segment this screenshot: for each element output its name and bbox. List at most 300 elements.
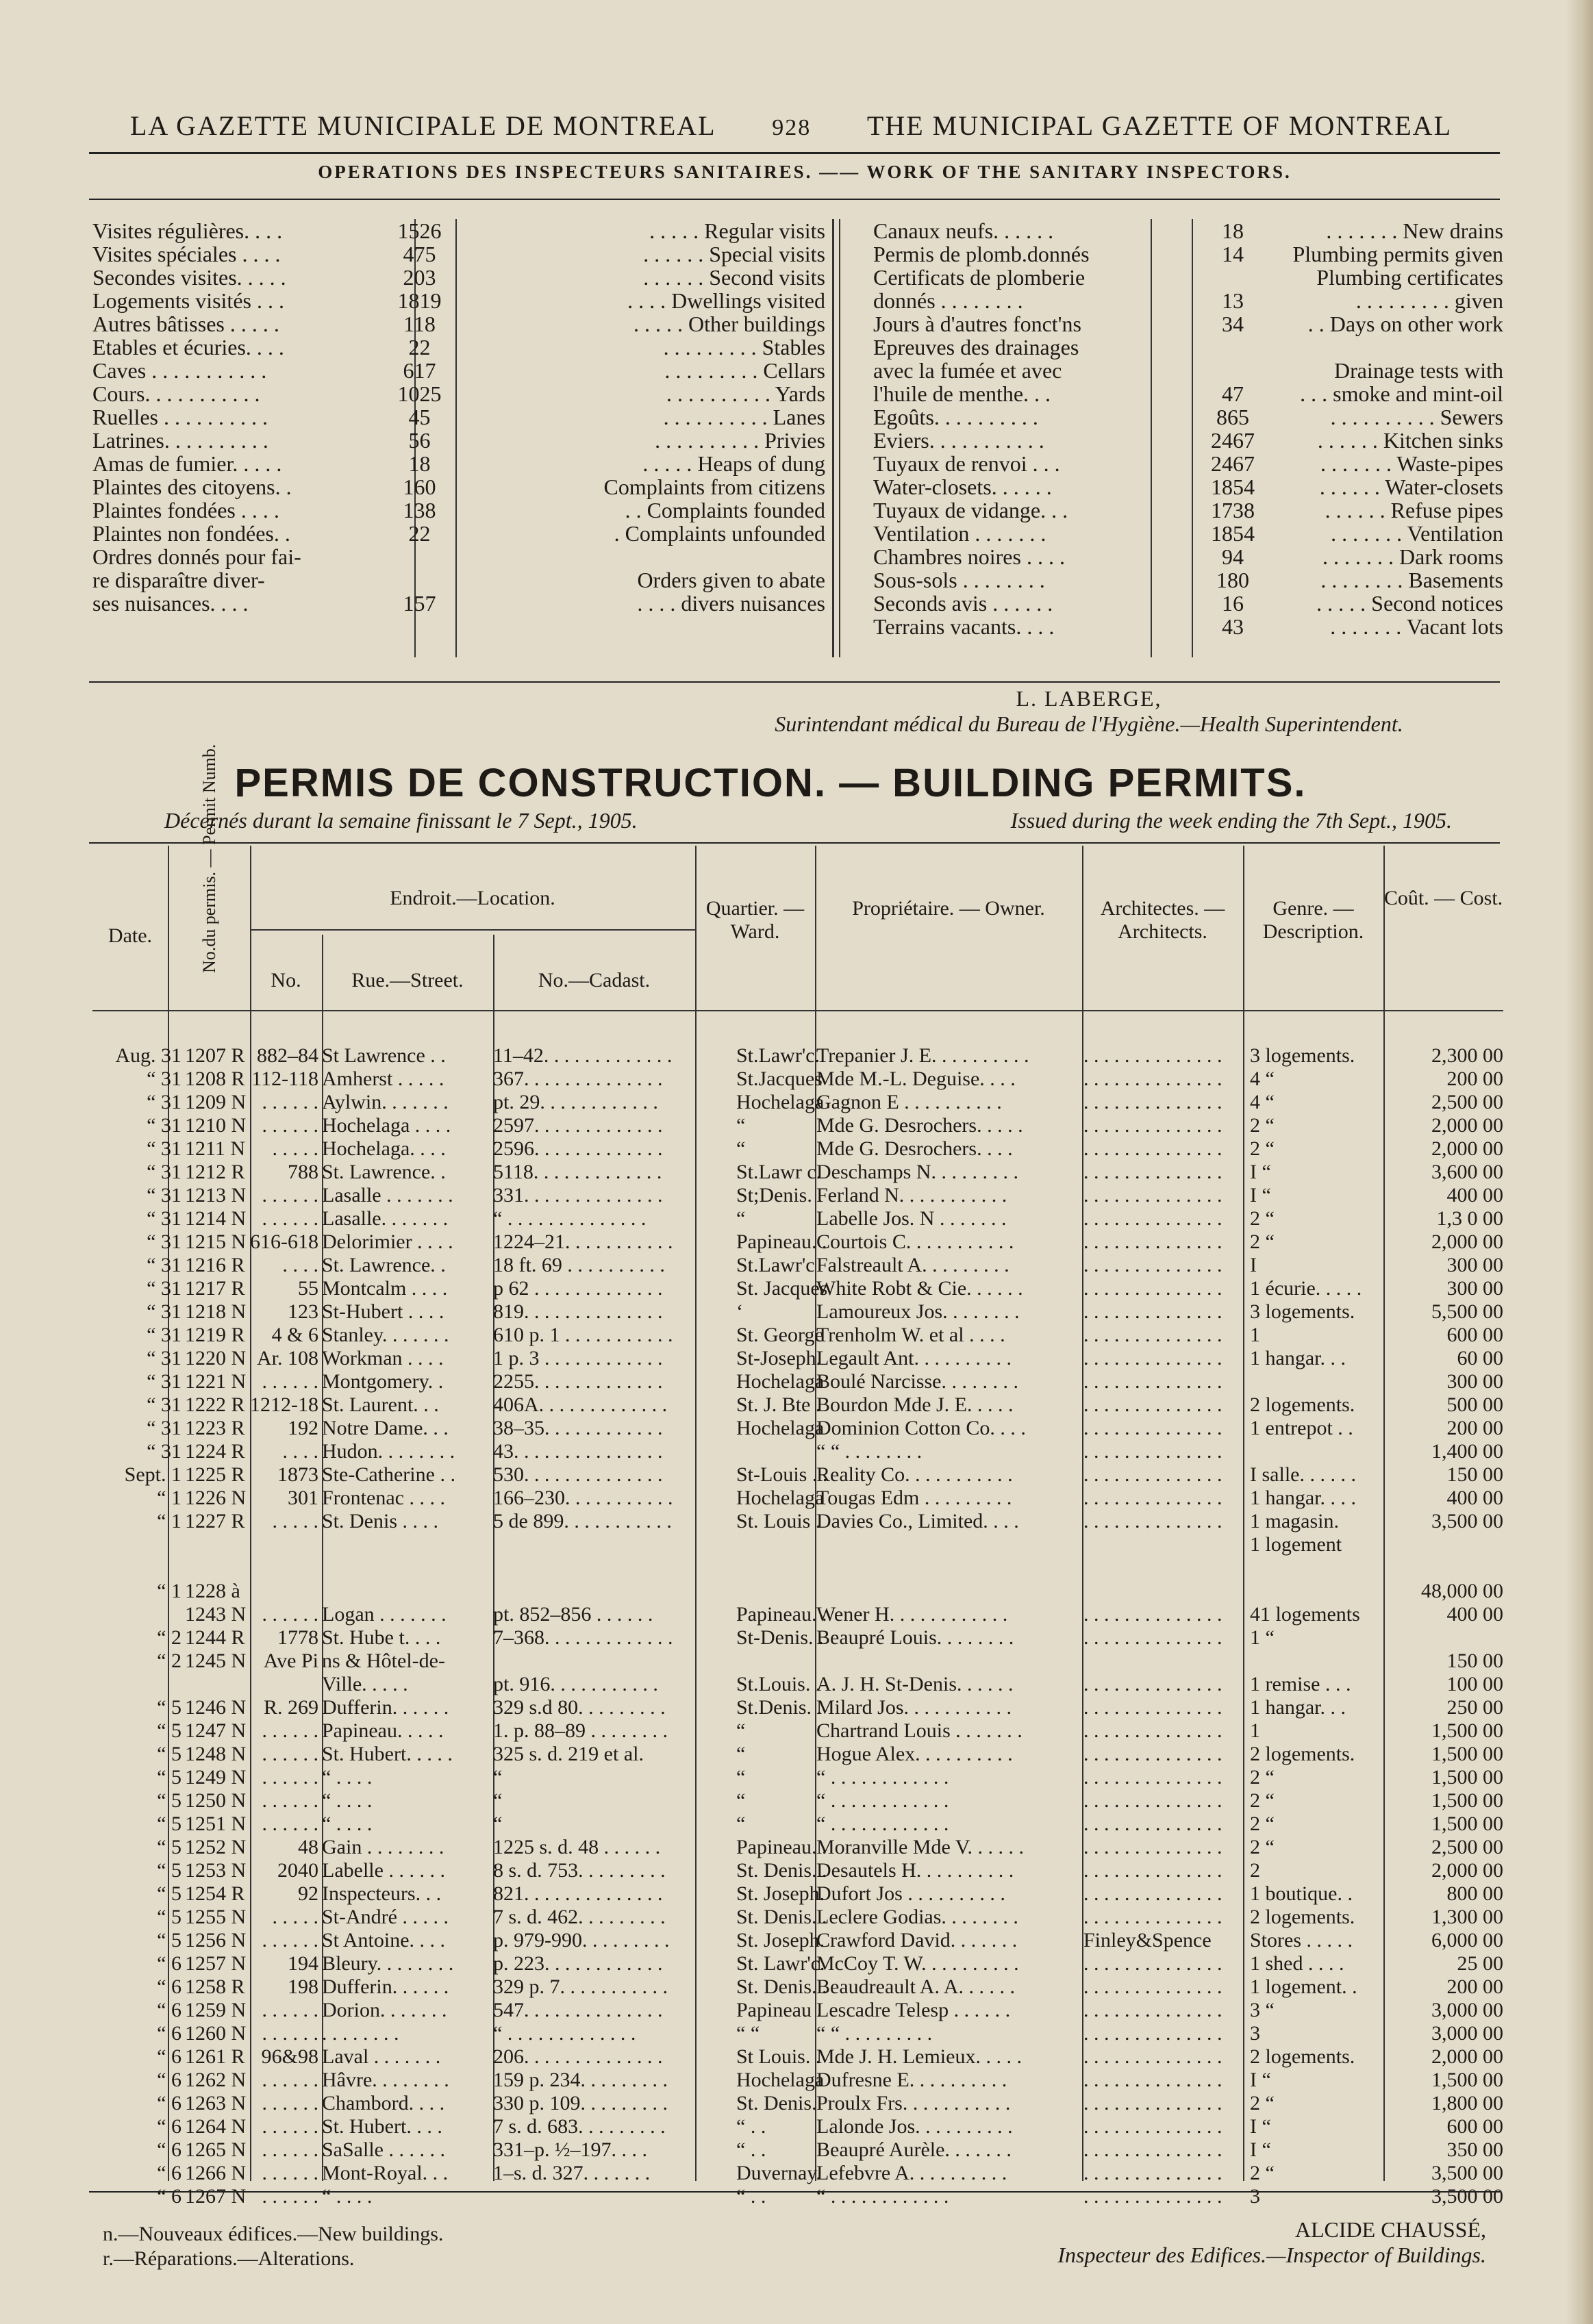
ops-label-fr: Latrines. . . . . . . . . . [92, 428, 268, 453]
row-ward: St. J. Bte . [736, 1393, 821, 1416]
table-row [92, 1370, 1503, 1393]
row-number: . . . . . . [262, 1184, 318, 1207]
row-ward: “ . . [736, 2138, 766, 2161]
row-ward: St. Denis. . [736, 1975, 827, 1998]
row-owner: Trepanier J. E. . . . . . . . . . [816, 1044, 1029, 1067]
row-cost: 1,500 00 [1431, 1789, 1503, 1812]
row-permit: 1262 N [185, 2069, 247, 2091]
row-number: . . . . . . [262, 1114, 318, 1137]
row-description: 3 logements. [1250, 1300, 1355, 1323]
row-permit: 1211 N [185, 1137, 246, 1160]
row-description: 1 remise . . . [1250, 1673, 1351, 1695]
ops-label-fr: Plaintes des citoyens. . [92, 475, 292, 499]
row-cost: 3,500 00 [1431, 2162, 1503, 2184]
row-cost: 2,000 00 [1431, 1230, 1503, 1253]
row-date: “ 31 [147, 1068, 181, 1090]
row-street: St Lawrence . . [322, 1044, 446, 1067]
row-architect: . . . . . . . . . . . . . . [1083, 1673, 1222, 1695]
ops-label-en: . . . . Dwellings visited [627, 288, 825, 313]
row-date: “ 5 [157, 1743, 181, 1765]
ops-label-fr: Caves . . . . . . . . . . . [92, 358, 267, 383]
row-owner: Dominion Cotton Co. . . . [816, 1417, 1026, 1439]
row-cost: 1,400 00 [1431, 1440, 1503, 1463]
ops-label-fr: Plaintes non fondées. . [92, 521, 290, 546]
row-street: Frontenac . . . . [322, 1487, 445, 1509]
table-row [92, 1906, 1503, 1929]
row-cadast: 1–s. d. 327. . . . . . . [493, 2162, 651, 2184]
ops-count: 56 [408, 428, 431, 453]
row-street: St-André . . . . . [322, 1906, 449, 1928]
row-permit: 1209 N [185, 1091, 247, 1113]
row-description: 2 [1250, 1859, 1260, 1882]
row-street: Inspecteurs. . . [322, 1882, 442, 1905]
row-description: 1 logement [1250, 1533, 1342, 1556]
ops-label-en: . . . . . . . . . given [1355, 288, 1503, 313]
row-architect: . . . . . . . . . . . . . . [1083, 2185, 1222, 2208]
table-row [92, 1975, 1503, 1999]
page-header [130, 110, 1452, 142]
row-number: . . . . [282, 1440, 318, 1463]
ops-count: 94 [1222, 544, 1244, 569]
row-street: “ . . . . [322, 2185, 373, 2208]
row-number: . . . . . . [262, 1207, 318, 1230]
row-ward: St. Denis. . [736, 1859, 827, 1882]
ops-label-fr: Epreuves des drainages [873, 335, 1079, 359]
table-row [92, 1766, 1503, 1789]
row-cost: 500 00 [1446, 1393, 1503, 1416]
table-row [92, 2138, 1503, 2162]
row-cost: 1,500 00 [1431, 1813, 1503, 1835]
row-owner: Lalonde Jos. . . . . . . . . . [816, 2115, 1013, 2138]
row-cost: 2,000 00 [1431, 1114, 1503, 1137]
row-description: 2 logements. [1250, 1743, 1355, 1765]
row-permit: 1244 R [185, 1626, 245, 1649]
row-cost: 1,300 00 [1431, 1906, 1503, 1928]
table-row [92, 1393, 1503, 1417]
signature-name: ALCIDE CHAUSSÉ, [1294, 2217, 1486, 2242]
row-cost: 600 00 [1446, 1324, 1503, 1346]
table-row [92, 1813, 1503, 1836]
row-ward: “ [736, 1207, 746, 1230]
row-architect: . . . . . . . . . . . . . . [1083, 1510, 1222, 1532]
row-street: Hochelaga. . . . [322, 1137, 446, 1160]
row-owner: Crawford David. . . . . . . [816, 1929, 1018, 1952]
row-permit: 1222 R [185, 1393, 245, 1416]
row-architect: . . . . . . . . . . . . . . [1083, 1859, 1222, 1882]
row-description: 2 “ [1250, 1207, 1275, 1230]
table-top-rule [89, 842, 1500, 844]
row-cadast: 5 de 899. . . . . . . . . . . [493, 1510, 672, 1532]
row-permit: 1259 N [185, 1999, 247, 2021]
row-cost: 150 00 [1446, 1650, 1503, 1672]
ops-label-fr: Cours. . . . . . . . . . . [92, 381, 260, 406]
row-ward: “ [736, 1137, 746, 1160]
row-permit: 1265 N [185, 2138, 247, 2161]
row-cadast: 331. . . . . . . . . . . . . . [493, 1184, 663, 1207]
ops-label-en: Complaints from citizens [603, 475, 825, 499]
row-street: Dorion. . . . . . . [322, 1999, 447, 2021]
row-permit: 1218 N [185, 1300, 247, 1323]
row-description: 2 “ [1250, 2092, 1275, 2114]
row-cadast: 530. . . . . . . . . . . . . . [493, 1463, 663, 1486]
row-date: “ 31 [147, 1254, 181, 1276]
row-architect: . . . . . . . . . . . . . . [1083, 1324, 1222, 1346]
ops-count: 47 [1222, 381, 1244, 406]
row-street: Labelle . . . . . . [322, 1859, 445, 1882]
table-row [92, 1347, 1503, 1370]
row-ward: “ [736, 1766, 746, 1789]
row-cost: 800 00 [1446, 1882, 1503, 1905]
row-architect: . . . . . . . . . . . . . . [1083, 1952, 1222, 1975]
ops-label-en: . . . . divers nuisances [637, 591, 825, 616]
row-permit: 1207 R [185, 1044, 245, 1067]
row-street: Lasalle. . . . . . . [322, 1207, 449, 1230]
row-architect: . . . . . . . . . . . . . . [1083, 1440, 1222, 1463]
row-date: “ 6 [157, 1975, 181, 1998]
row-cost: 60 00 [1457, 1347, 1503, 1369]
row-number: . . . . . . [262, 2185, 318, 2208]
row-owner: Lefebvre A. . . . . . . . . . [816, 2162, 1007, 2184]
buildings-signature [979, 2217, 1486, 2268]
ops-label-en: . . . smoke and mint-oil [1300, 381, 1503, 406]
row-architect: . . . . . . . . . . . . . . [1083, 1114, 1222, 1137]
row-street: Amherst . . . . . [322, 1068, 444, 1090]
row-date: “ 31 [147, 1161, 181, 1183]
row-architect: . . . . . . . . . . . . . . [1083, 1300, 1222, 1323]
row-date: “ 31 [147, 1184, 181, 1207]
row-architect: . . . . . . . . . . . . . . [1083, 1091, 1222, 1113]
row-ward: Papineau. . [736, 1603, 827, 1626]
health-signature [685, 686, 1493, 737]
ops-label-en: Orders given to abate [637, 568, 825, 592]
row-cost: 100 00 [1446, 1673, 1503, 1695]
row-number: 192 [288, 1417, 318, 1439]
row-description: I “ [1250, 2138, 1271, 2161]
row-date: “ 5 [157, 1719, 181, 1742]
row-permit: 1217 R [185, 1277, 245, 1300]
row-permit: 1248 N [185, 1743, 247, 1765]
table-bottom-rule [89, 2191, 1500, 2193]
row-description: I [1250, 1254, 1257, 1276]
ops-label-fr: Logements visités . . . [92, 288, 284, 313]
row-owner: Deschamps N. . . . . . . . . [816, 1161, 1018, 1183]
row-cadast: “ [493, 1813, 503, 1835]
page-number: 928 [772, 115, 812, 140]
row-description: 1 hangar. . . . [1250, 1487, 1356, 1509]
row-date: “ 2 [157, 1626, 181, 1649]
row-number: . . . . . [272, 1906, 318, 1928]
table-row [92, 1999, 1503, 2022]
row-ward: Papineau . [736, 1999, 822, 2021]
col-cadast: No.—Cadast. [538, 969, 651, 992]
row-street: “ . . . . [322, 1766, 373, 1789]
row-description: 4 “ [1250, 1091, 1275, 1113]
row-cost: 250 00 [1446, 1696, 1503, 1719]
row-cost: 400 00 [1446, 1603, 1503, 1626]
row-cost: 1,500 00 [1431, 1743, 1503, 1765]
row-number: . . . . . . [262, 2069, 318, 2091]
row-owner: Dufresne E. . . . . . . . . . [816, 2069, 1007, 2091]
row-architect: . . . . . . . . . . . . . . [1083, 1766, 1222, 1789]
ops-label-fr: Sous-sols . . . . . . . . [873, 568, 1045, 592]
row-architect: . . . . . . . . . . . . . . [1083, 1347, 1222, 1369]
row-street: Montcalm . . . . [322, 1277, 448, 1300]
row-cadast: 1. p. 88–89 . . . . . . . . [493, 1719, 668, 1742]
row-description: 2 logements. [1250, 1393, 1355, 1416]
row-date: “ 31 [147, 1417, 181, 1439]
row-owner: Proulx Frs. . . . . . . . . . . [816, 2092, 1011, 2114]
row-permit: 1220 N [185, 1347, 247, 1369]
col-street: Rue.—Street. [351, 969, 464, 992]
row-ward: Hochelaga [736, 1370, 825, 1393]
row-description: 2 “ [1250, 1137, 1275, 1160]
table-row [92, 1161, 1503, 1184]
row-date: “ 31 [147, 1393, 181, 1416]
row-cost: 150 00 [1446, 1463, 1503, 1486]
ops-label-fr: Terrains vacants. . . . [873, 614, 1055, 639]
row-ward: St Louis. . [736, 2045, 821, 2068]
row-owner: Boulé Narcisse. . . . . . . . [816, 1370, 1018, 1393]
ops-count: 160 [403, 475, 436, 499]
row-cadast: 819. . . . . . . . . . . . . . [493, 1300, 663, 1323]
ops-label-fr: Ventilation . . . . . . . [873, 521, 1046, 546]
row-architect: . . . . . . . . . . . . . . [1083, 2092, 1222, 2114]
row-permit: 1225 R [185, 1463, 245, 1486]
ops-label-en: . . . . . . . . Basements [1320, 568, 1503, 592]
row-date: “ 2 [157, 1650, 181, 1672]
row-permit: 1252 N [185, 1836, 247, 1858]
row-date: “ 6 [157, 1999, 181, 2021]
row-owner: “ . . . . . . . . . . . . [816, 1766, 949, 1789]
ops-label-fr: Tuyaux de vidange. . . [873, 498, 1068, 522]
row-architect: . . . . . . . . . . . . . . [1083, 1603, 1222, 1626]
ops-label-fr: Amas de fumier. . . . . [92, 451, 282, 476]
row-owner: Davies Co., Limited. . . . [816, 1510, 1019, 1532]
row-cost: 600 00 [1446, 2115, 1503, 2138]
signature-role: Inspecteur des Edifices.—Inspector of Buildings. [1057, 2243, 1486, 2267]
ops-label-en: . . . . . Heaps of dung [642, 451, 825, 476]
row-permit: 1227 R [185, 1510, 245, 1532]
row-cadast: 329 p. 7. . . . . . . . . . . [493, 1975, 668, 1998]
row-description: 2 logements. [1250, 2045, 1355, 2068]
row-cost: 1,3 0 00 [1436, 1207, 1503, 1230]
row-number: . . . . . . [262, 1999, 318, 2021]
row-permit: 1266 N [185, 2162, 247, 2184]
ops-count: 13 [1222, 288, 1244, 313]
row-number: . . . . . . [262, 1789, 318, 1812]
row-ward: “ [736, 1789, 746, 1812]
ops-count: 475 [403, 242, 436, 266]
row-architect: . . . . . . . . . . . . . . [1083, 1487, 1222, 1509]
row-date: “ 31 [147, 1230, 181, 1253]
row-ward: Hochelaga [736, 1417, 825, 1439]
row-date: Aug. 31 [115, 1044, 181, 1067]
legend-alterations: r.—Réparations.—Alterations. [103, 2247, 355, 2270]
ops-count: 1819 [397, 288, 442, 313]
row-permit: 1263 N [185, 2092, 247, 2114]
col-description: Genre. — Description. [1262, 897, 1364, 943]
row-owner: Labelle Jos. N . . . . . . . [816, 1207, 1007, 1230]
sanitary-operations [92, 219, 1503, 657]
col-cost: Coût. — Cost. [1383, 887, 1503, 909]
row-number: 92 [298, 1882, 318, 1905]
row-cadast: 43. . . . . . . . . . . . . . . [493, 1440, 663, 1463]
table-row [92, 1650, 1503, 1673]
row-date: “ 5 [157, 1929, 181, 1952]
row-description: I “ [1250, 2069, 1271, 2091]
row-number: . . . . . . [262, 1929, 318, 1952]
row-owner: Legault Ant. . . . . . . . . . [816, 1347, 1012, 1369]
row-number: . . . . . . [262, 2022, 318, 2045]
row-cadast: 159 p. 234. . . . . . . . . [493, 2069, 668, 2091]
row-number: . . . . . . [262, 1743, 318, 1765]
ops-count: 18 [408, 451, 431, 476]
row-street: St. Laurent. . . [322, 1393, 439, 1416]
row-description: 41 logements [1250, 1603, 1360, 1626]
row-owner: Leclere Godias. . . . . . . . [816, 1906, 1018, 1928]
row-number: 96&98 [261, 2045, 318, 2068]
row-architect: . . . . . . . . . . . . . . [1083, 1277, 1222, 1300]
row-street: Gain . . . . . . . . [322, 1836, 444, 1858]
ops-count: 180 [1216, 568, 1249, 592]
row-description: 2 “ [1250, 1789, 1275, 1812]
row-cadast: 1225 s. d. 48 . . . . . . [493, 1836, 661, 1858]
row-date: “ 31 [147, 1277, 181, 1300]
row-cadast: 8 s. d. 753. . . . . . . . . [493, 1859, 666, 1882]
ops-label-fr: Chambres noires . . . . [873, 544, 1065, 569]
ops-label-en: . . . . . . . . . . Privies [655, 428, 825, 453]
table-row [92, 2022, 1503, 2045]
row-street: SaSalle . . . . . . [322, 2138, 445, 2161]
row-permit: 1216 R [185, 1254, 245, 1276]
row-permit: 1258 R [185, 1975, 245, 1998]
table-row [92, 1696, 1503, 1719]
row-ward: St.Lawr c. [736, 1161, 822, 1183]
row-architect: . . . . . . . . . . . . . . [1083, 2022, 1222, 2045]
ops-label-en: . . . . . . Water-closets [1319, 475, 1503, 499]
row-date: “ 31 [147, 1370, 181, 1393]
row-number: . . . . . . [262, 2115, 318, 2138]
ops-label-en: . Complaints unfounded [614, 521, 825, 546]
row-number: . . . . . . [262, 1813, 318, 1835]
row-permit: 1226 N [185, 1487, 247, 1509]
row-permit: 1208 R [185, 1068, 245, 1090]
row-date: “ 6 [157, 2045, 181, 2068]
row-number: 788 [288, 1161, 318, 1183]
row-date: “ 31 [147, 1207, 181, 1230]
row-permit: 1224 R [185, 1440, 245, 1463]
table-row [92, 1719, 1503, 1743]
row-owner: Reality Co. . . . . . . . . . . [816, 1463, 1013, 1486]
row-date: “ 1 [157, 1580, 181, 1602]
row-ward: St. Joseph. [736, 1929, 825, 1952]
row-ward: Duvernay. [736, 2162, 821, 2184]
row-ward: “ “ [736, 2022, 760, 2045]
row-permit: 1210 N [185, 1114, 247, 1137]
table-row [92, 1859, 1503, 1882]
row-cadast: 206. . . . . . . . . . . . . . [493, 2045, 663, 2068]
row-ward: St;Denis. . [736, 1184, 823, 1207]
row-date: “ 6 [157, 2185, 181, 2208]
row-number: . . . . . [272, 1510, 318, 1532]
row-architect: . . . . . . . . . . . . . . [1083, 2162, 1222, 2184]
row-description: 3 [1250, 2022, 1260, 2045]
row-owner: “ . . . . . . . . . . . . [816, 1789, 949, 1812]
row-owner: Ferland N. . . . . . . . . . . [816, 1184, 1007, 1207]
row-description: 1 “ [1250, 1626, 1275, 1649]
row-architect: . . . . . . . . . . . . . . [1083, 2115, 1222, 2138]
ops-rule [89, 199, 1500, 200]
header-bottom-rule [92, 1010, 1503, 1011]
row-permit: 1267 N [185, 2185, 247, 2208]
ops-title: OPERATIONS DES INSPECTEURS SANITAIRES. —— WORK OF THE SANITARY INSPECTORS. [318, 162, 1292, 182]
row-description: 1 magasin. [1250, 1510, 1339, 1532]
row-cadast: 11–42. . . . . . . . . . . . . [493, 1044, 673, 1067]
ops-label-en: . . . . . Second notices [1316, 591, 1503, 616]
row-ward: St.Lawr'c [736, 1254, 815, 1276]
row-architect: . . . . . . . . . . . . . . [1083, 2069, 1222, 2091]
row-permit: 1257 N [185, 1952, 247, 1975]
row-description: 3 “ [1250, 1999, 1275, 2021]
row-date: “ 5 [157, 1906, 181, 1928]
col-ward: Quartier. — Ward. [705, 897, 805, 943]
ops-label-fr: Seconds avis . . . . . . [873, 591, 1053, 616]
row-cadast: 18 ft. 69 . . . . . . . . . . [493, 1254, 665, 1276]
row-permit: 1228 à [185, 1580, 240, 1602]
row-cadast: “ . . . . . . . . . . . . . . [493, 1207, 647, 1230]
row-ward: St. Denis. . [736, 1906, 827, 1928]
row-architect: . . . . . . . . . . . . . . [1083, 1696, 1222, 1719]
row-cost: 2,500 00 [1431, 1091, 1503, 1113]
col-date: Date. [108, 924, 153, 947]
row-date: “ 1 [157, 1510, 181, 1532]
row-architect: . . . . . . . . . . . . . . [1083, 1999, 1222, 2021]
row-street: Workman . . . . [322, 1347, 444, 1369]
ops-label-fr: ses nuisances. . . . [92, 591, 249, 616]
row-number: . . . . . . [262, 2138, 318, 2161]
row-number: 1212-18 [250, 1393, 318, 1416]
row-ward: Hochelaga [736, 2069, 825, 2091]
row-owner: Trenholm W. et al . . . . [816, 1324, 1005, 1346]
ops-label-en: . . . . . . Special visits [643, 242, 825, 266]
ops-label-en: . . . . . . . . . . Lanes [663, 405, 825, 429]
ops-count: 22 [408, 335, 431, 359]
row-number: 616-618 [250, 1230, 318, 1253]
row-description: 1 boutique. . [1250, 1882, 1353, 1905]
row-owner: White Robt & Cie. . . . . . [816, 1277, 1023, 1300]
col-owner: Propriétaire. — Owner. [852, 897, 1045, 920]
row-street: Chambord. . . . [322, 2092, 445, 2114]
row-date: “ 31 [147, 1091, 181, 1113]
row-cadast: 38–35. . . . . . . . . . . . [493, 1417, 663, 1439]
row-number: . . . . . [272, 1137, 318, 1160]
row-date: “ 6 [157, 2069, 181, 2091]
row-description: 1 entrepot . . [1250, 1417, 1353, 1439]
row-ward: St-Denis. . [736, 1626, 824, 1649]
row-owner: Dufort Jos . . . . . . . . . . [816, 1882, 1005, 1905]
row-architect: . . . . . . . . . . . . . . [1083, 1975, 1222, 1998]
row-date: “ 5 [157, 1813, 181, 1835]
table-row [92, 1207, 1503, 1230]
row-description: I “ [1250, 1161, 1271, 1183]
row-description: 4 “ [1250, 1068, 1275, 1090]
row-architect: . . . . . . . . . . . . . . [1083, 1207, 1222, 1230]
ops-label-en: . . . . . . Kitchen sinks [1317, 428, 1503, 453]
row-street: St. Lawrence. . [322, 1254, 446, 1276]
row-number: . . . . . . [262, 1719, 318, 1742]
table-row [92, 1417, 1503, 1440]
row-date: “ 31 [147, 1114, 181, 1137]
